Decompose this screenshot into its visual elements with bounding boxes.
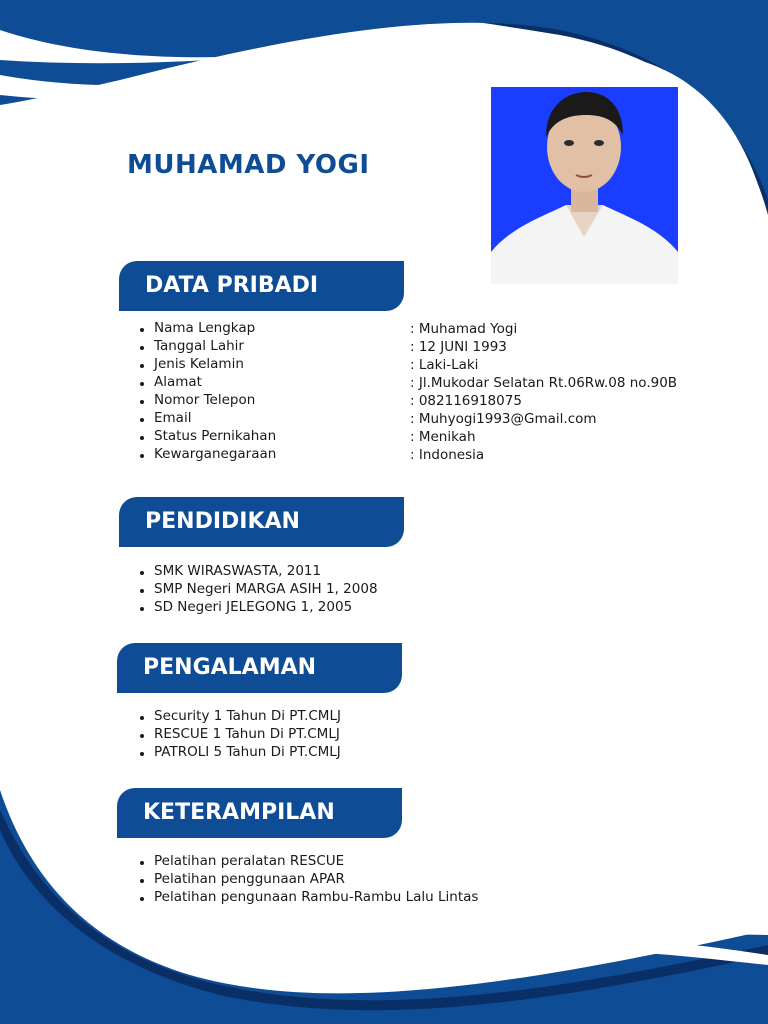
personal-values-list [410, 320, 677, 464]
field-value: : Menikah [410, 429, 476, 445]
list-item: PATROLI 5 Tahun Di PT.CMLJ [138, 743, 341, 761]
list-item: RESCUE 1 Tahun Di PT.CMLJ [138, 725, 341, 743]
section-header-education: PENDIDIKAN [119, 497, 404, 547]
person-name: MUHAMAD YOGI [127, 150, 370, 180]
section-header-personal: DATA PRIBADI [119, 261, 404, 311]
list-item: Jenis Kelamin [138, 355, 276, 373]
list-item: Security 1 Tahun Di PT.CMLJ [138, 707, 341, 725]
experience-list [138, 707, 341, 761]
section-header-skills: KETERAMPILAN [117, 788, 402, 838]
list-item: SD Negeri JELEGONG 1, 2005 [138, 598, 378, 616]
list-item: Email [138, 409, 276, 427]
field-value: : Muhyogi1993@Gmail.com [410, 411, 597, 427]
education-list [138, 562, 378, 616]
field-value: : Laki-Laki [410, 357, 479, 373]
list-item: Kewarganegaraan [138, 445, 276, 463]
list-item: SMK WIRASWASTA, 2011 [138, 562, 378, 580]
list-item: Tanggal Lahir [138, 337, 276, 355]
field-value: : 12 JUNI 1993 [410, 339, 507, 355]
list-item: Pelatihan pengunaan Rambu-Rambu Lalu Lintas [138, 888, 478, 906]
skills-list [138, 852, 478, 906]
profile-photo [491, 87, 678, 284]
list-item: Status Pernikahan [138, 427, 276, 445]
field-value: : Indonesia [410, 447, 485, 463]
field-value: : Muhamad Yogi [410, 321, 518, 337]
personal-labels-list [138, 319, 276, 463]
list-item: Pelatihan peralatan RESCUE [138, 852, 478, 870]
list-item: Alamat [138, 373, 276, 391]
list-item: Nomor Telepon [138, 391, 276, 409]
field-value: : 082116918075 [410, 393, 522, 409]
list-item: Pelatihan penggunaan APAR [138, 870, 478, 888]
field-value: : Jl.Mukodar Selatan Rt.06Rw.08 no.90B [410, 375, 678, 391]
list-item: SMP Negeri MARGA ASIH 1, 2008 [138, 580, 378, 598]
list-item: Nama Lengkap [138, 319, 276, 337]
section-header-experience: PENGALAMAN [117, 643, 402, 693]
